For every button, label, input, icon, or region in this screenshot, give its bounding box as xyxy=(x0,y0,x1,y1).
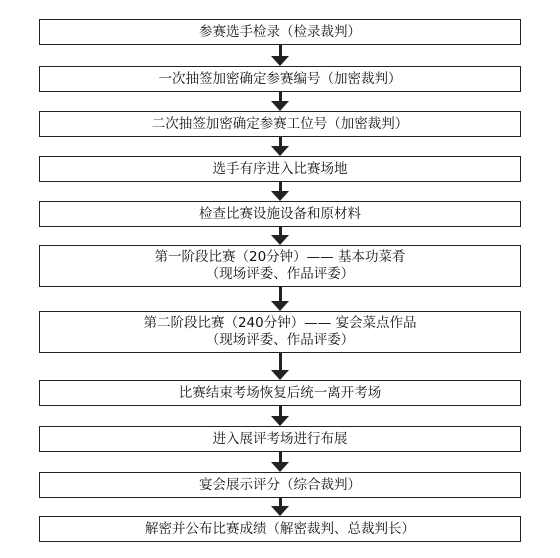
arrow-8 xyxy=(271,406,289,426)
step-stage-one-line-2: （现场评委、作品评委） xyxy=(205,266,355,282)
arrow-1 xyxy=(271,45,289,66)
step-first-draw xyxy=(39,66,521,92)
step-stage-two-line-2: （现场评委、作品评委） xyxy=(205,332,355,348)
arrow-7 xyxy=(271,353,289,380)
step-stage-one-line-1: 第一阶段比赛（20分钟）—— 基本功菜肴 xyxy=(154,249,406,265)
step-first-draw-text: 一次抽签加密确定参赛编号（加密裁判） xyxy=(158,70,402,87)
arrow-4 xyxy=(271,182,289,201)
step-checkin-text: 参赛选手检录（检录裁判） xyxy=(199,23,361,40)
step-banquet-scoring xyxy=(39,472,521,498)
arrow-6 xyxy=(271,287,289,311)
step-enter-venue xyxy=(39,156,521,182)
arrow-10 xyxy=(271,498,289,516)
arrow-2 xyxy=(271,92,289,111)
step-announce-results xyxy=(39,516,521,542)
step-leave-venue-text: 比赛结束考场恢复后统一离开考场 xyxy=(178,384,382,401)
step-checkin xyxy=(39,19,521,45)
arrow-3 xyxy=(271,137,289,156)
arrow-9 xyxy=(271,452,289,472)
step-stage-two-line-1: 第二阶段比赛（240分钟）—— 宴会菜点作品 xyxy=(143,315,417,331)
step-exhibition-setup xyxy=(39,426,521,452)
step-second-draw-text: 二次抽签加密确定参赛工位号（加密裁判） xyxy=(151,115,409,132)
arrow-5 xyxy=(271,227,289,245)
step-enter-venue-text: 选手有序进入比赛场地 xyxy=(212,160,348,177)
step-exhibition-setup-text: 进入展评考场进行布展 xyxy=(212,430,348,447)
step-second-draw xyxy=(39,111,521,137)
step-stage-one xyxy=(39,245,521,287)
step-check-equipment xyxy=(39,201,521,227)
step-stage-two xyxy=(39,311,521,353)
step-leave-venue xyxy=(39,380,521,406)
step-banquet-scoring-text: 宴会展示评分（综合裁判） xyxy=(199,476,361,493)
step-check-equipment-text: 检查比赛设施设备和原材料 xyxy=(199,205,361,222)
step-announce-results-text: 解密并公布比赛成绩（解密裁判、总裁判长） xyxy=(145,520,415,537)
